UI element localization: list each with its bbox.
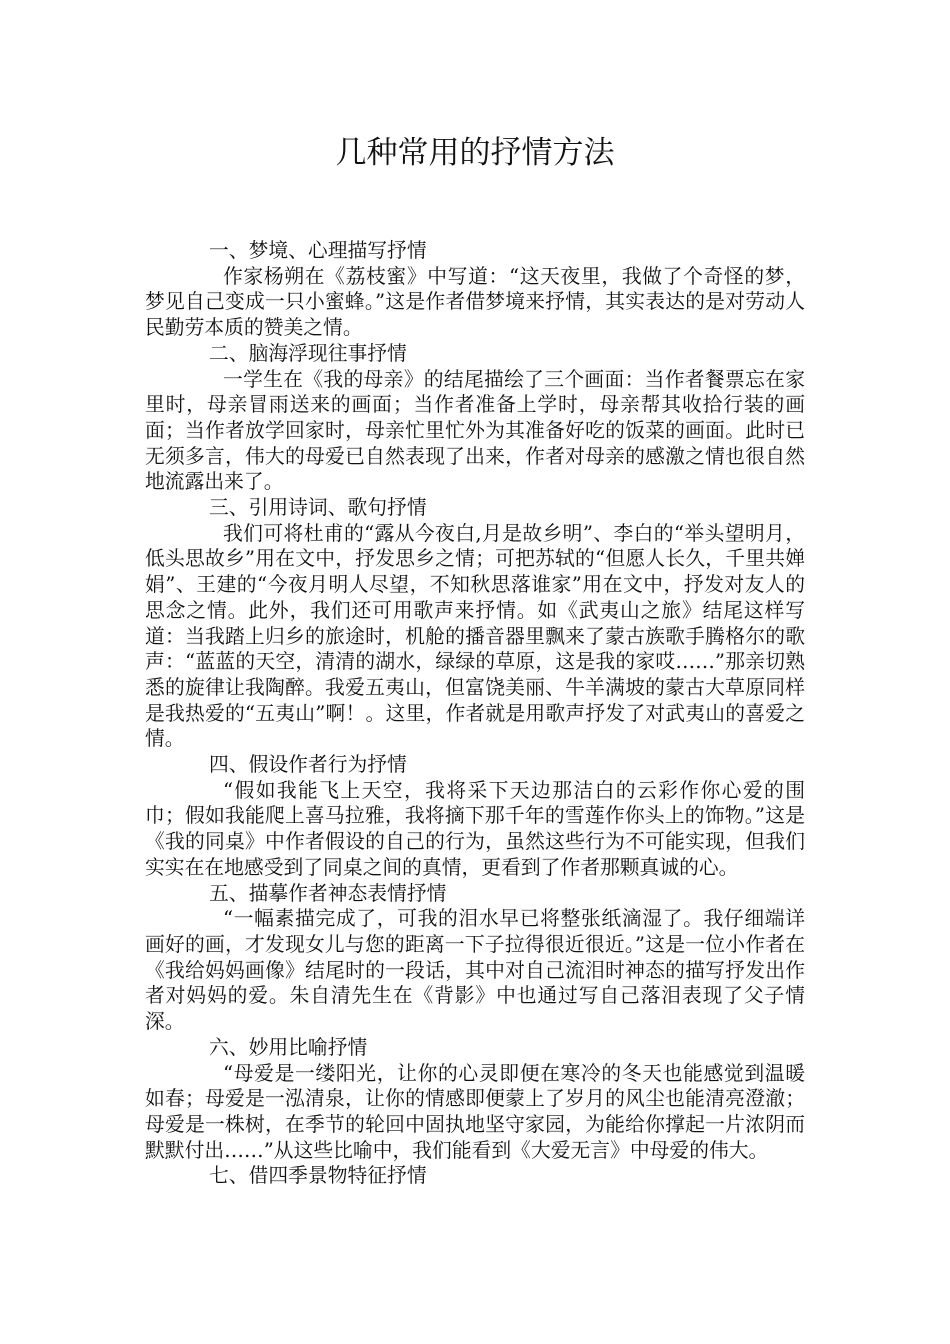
section-heading-1: 一、梦境、心理描写抒情	[209, 239, 427, 262]
section-heading-2: 二、脑海浮现往事抒情	[209, 341, 407, 365]
section-paragraph-1: 作家杨朔在《荔枝蜜》中写道：“这天夜里，我做了个奇怪的梦，梦见自己变成一只小蜜蜂。”这是作者借梦境来抒情，其实表达的是对劳动人民勤劳本质的赞美之情。	[145, 264, 805, 340]
section-heading-5: 五、描摹作者神态表情抒情	[209, 881, 447, 905]
document-title: 几种常用的抒情方法	[335, 135, 615, 171]
section-paragraph-6: “母爱是一缕阳光，让你的心灵即便在寒冷的冬天也能感觉到温暖如春；母爱是一泓清泉，让你的情感即便蒙上了岁月的风尘也能清亮澄澈；母爱是一株树，在季节的轮回中固执地坚守家园，为能给你撑起一片浓阴而默默付出……”从这些比喻中，我们能看到《大爱无言》中母爱的伟大。	[145, 1061, 805, 1162]
section-paragraph-5: “一幅素描完成了，可我的泪水早已将整张纸滴湿了。我仔细端详画好的画，才发现女儿与您的距离一下子拉得很近很近。”这是一位小作者在《我给妈妈画像》结尾时的一段话，其中对自己流泪时神态的描写抒发出作者对妈妈的爱。朱自清先生在《背影》中也通过写自己落泪表现了父子情深。	[145, 907, 805, 1034]
section-heading-6: 六、妙用比喻抒情	[209, 1035, 368, 1059]
document-body	[145, 238, 805, 1189]
section-paragraph-2: 一学生在《我的母亲》的结尾描绘了三个画面：当作者餐票忘在家里时，母亲冒雨送来的画面；当作者准备上学时，母亲帮其收拾行装的画面；当作者放学回家时，母亲忙里忙外为其准备好吃的饭菜的画面。此时已无须多言，伟大的母爱已自然表现了出来，作者对母亲的感激之情也很自然地流露出来了。	[145, 367, 805, 494]
section-paragraph-4: “假如我能飞上天空，我将采下天边那洁白的云彩作你心爱的围巾；假如我能爬上喜马拉雅，我将摘下那千年的雪莲作你头上的饰物。”这是《我的同桌》中作者假设的自己的行为，虽然这些行为不可能实现，但我们实实在在地感受到了同桌之间的真情，更看到了作者那颗真诚的心。	[145, 778, 805, 879]
section-heading-4: 四、假设作者行为抒情	[209, 753, 407, 777]
section-heading-3: 三、引用诗词、歌句抒情	[209, 496, 427, 520]
section-heading-7: 七、借四季景物特征抒情	[209, 1164, 427, 1188]
section-paragraph-3: 我们可将杜甫的“露从今夜白,月是故乡明”、李白的“举头望明月，低头思故乡”用在文中，抒发思乡之情；可把苏轼的“但愿人长久，千里共婵娟”、王建的“今夜月明人尽望，不知秋思落谁家”用在文中，抒发对友人的思念之情。此外，我们还可用歌声来抒情。如《武夷山之旅》结尾这样写道：当我踏上归乡的旅途时，机舱的播音器里飘来了蒙古族歌手腾格尔的歌声：“蓝蓝的天空，清清的湖水，绿绿的草原，这是我的家哎……”那亲切熟悉的旋律让我陶醉。我爱五夷山，但富饶美丽、牛羊满坡的蒙古大草原同样是我热爱的“五夷山”啊！。这里，作者就是用歌声抒发了对武夷山的喜爱之情。	[145, 521, 805, 751]
